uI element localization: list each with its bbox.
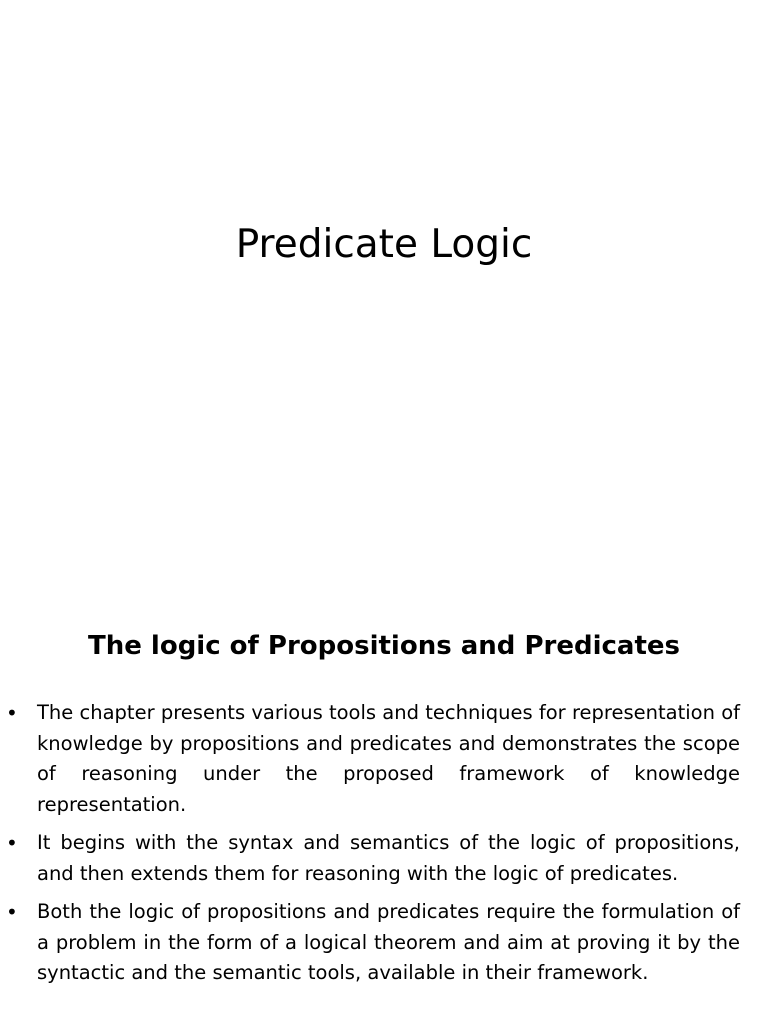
bullet-dot-icon: • — [6, 701, 18, 725]
bullet-text: The chapter presents various tools and techniques for representation of knowledge by propositions and predicates and demonstrates the scope of reasoning under the proposed framework of knowledge representation. — [37, 701, 740, 816]
bullet-dot-icon: • — [6, 900, 18, 924]
slide-title: Predicate Logic — [235, 222, 533, 267]
bullet-item — [0, 828, 740, 889]
bullet-dot-icon: • — [6, 831, 18, 855]
bullet-text: It begins with the syntax and semantics of the logic of propositions, and then extends them for reasoning with the logic of predicates. — [37, 831, 740, 885]
bullet-item — [0, 897, 740, 989]
bullet-text: Both the logic of propositions and predicates require the formulation of a problem in the form of a logical theorem and aim at proving it by the syntactic and the semantic tools, available in their framework. — [37, 900, 740, 984]
content-slide — [0, 512, 768, 1024]
bullet-item — [0, 698, 740, 820]
section-heading: The logic of Propositions and Predicates — [87, 631, 680, 661]
bullet-list — [0, 698, 768, 997]
